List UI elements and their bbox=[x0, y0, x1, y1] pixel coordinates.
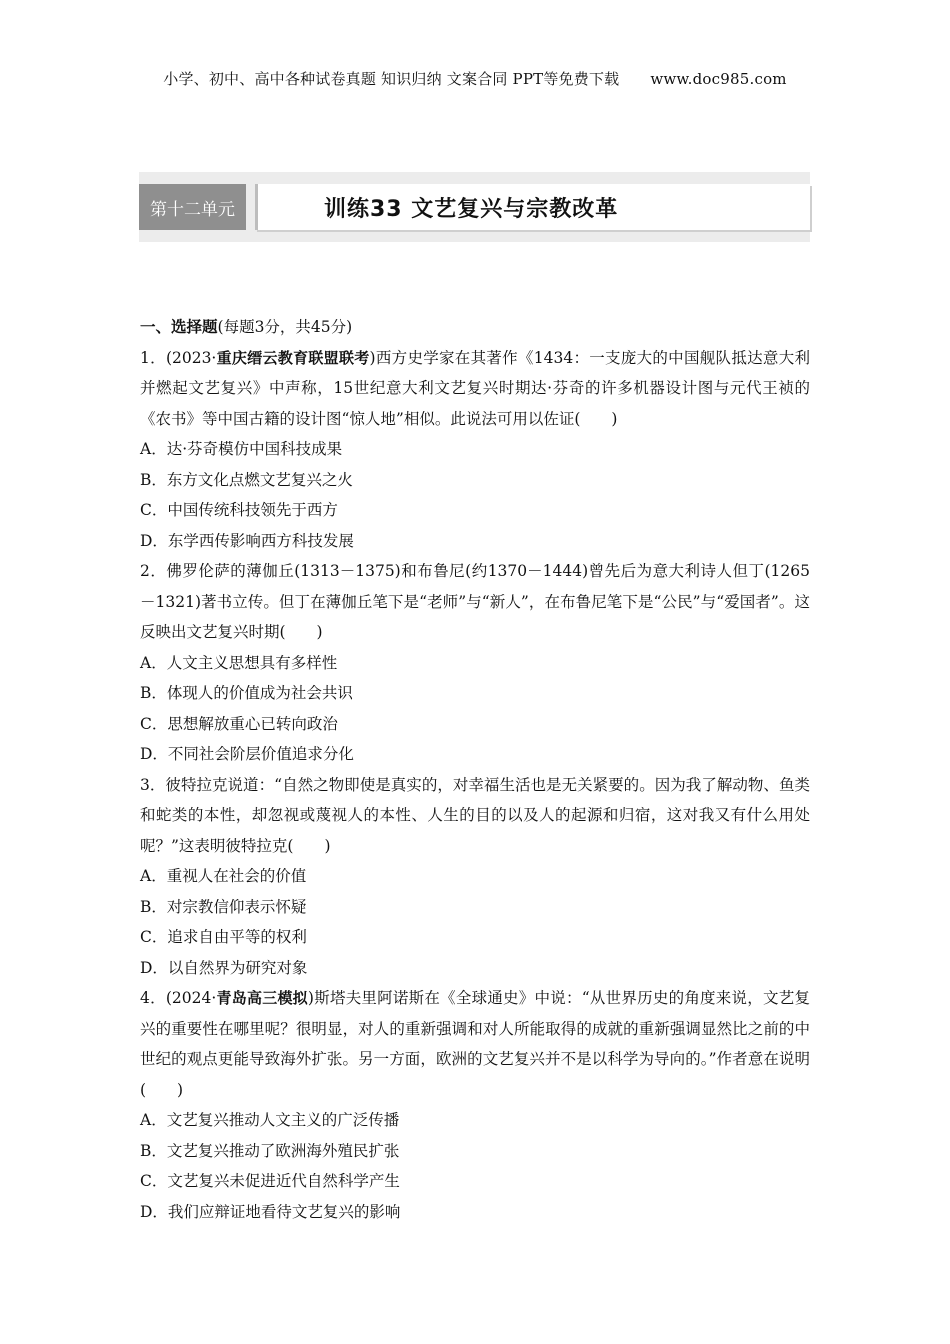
question-2 bbox=[140, 556, 810, 770]
option-c[interactable]: C．追求自由平等的权利 bbox=[140, 928, 307, 946]
option-d[interactable]: D．我们应辩证地看待文艺复兴的影响 bbox=[140, 1202, 401, 1221]
option-b[interactable]: B．体现人的价值成为社会共识 bbox=[140, 684, 353, 702]
option-b[interactable]: B．东方文化点燃文艺复兴之火 bbox=[140, 470, 353, 489]
option-a[interactable]: A．重视人在社会的价值 bbox=[140, 867, 307, 885]
question-source-close: ) bbox=[307, 989, 314, 1007]
header-url[interactable]: www.doc985.com bbox=[650, 70, 787, 88]
question-source-open: (2023· bbox=[165, 348, 217, 367]
page-header bbox=[0, 68, 950, 89]
page-title: 训练33 文艺复兴与宗教改革 bbox=[324, 196, 619, 222]
question-3 bbox=[140, 770, 810, 984]
question-number: 2． bbox=[140, 562, 167, 580]
question-1 bbox=[140, 343, 810, 557]
question-text: 斯塔夫里阿诺斯在《全球通史》中说：“从世界历史的角度来说，文艺复兴的重要性在哪里呢？很明显，对人的重新强调和对人所能取得的成就的重新强调显然比之前的中世纪的观点更能导致海外扩张。另一方面，欧洲的文艺复兴并不是以科学为导向的。”作者意在说明( ) bbox=[140, 989, 810, 1099]
question-source: 重庆缙云教育联盟联考 bbox=[216, 348, 370, 367]
question-stem bbox=[140, 343, 810, 435]
option-d[interactable]: D．以自然界为研究对象 bbox=[140, 958, 308, 977]
question-stem bbox=[140, 556, 810, 648]
unit-label-box bbox=[139, 184, 246, 230]
unit-banner bbox=[139, 172, 810, 242]
option-a[interactable]: A．文艺复兴推动人文主义的广泛传播 bbox=[140, 1111, 400, 1129]
option-c[interactable]: C．中国传统科技领先于西方 bbox=[140, 501, 338, 519]
unit-label: 第十二单元 bbox=[150, 199, 235, 220]
section-heading bbox=[140, 312, 810, 343]
question-text: 佛罗伦萨的薄伽丘(1313－1375)和布鲁尼(约1370－1444)曾先后为意大利诗人但丁(1265－1321)著书立传。但丁在薄伽丘笔下是“老师”与“新人”，在布鲁尼笔下是“公民”与“爱国者”。这反映出文艺复兴时期( ) bbox=[140, 562, 810, 641]
question-stem bbox=[140, 983, 810, 1105]
question-stem bbox=[140, 770, 810, 862]
question-text: 西方史学家在其著作《1434：一支庞大的中国舰队抵达意大利并燃起文艺复兴》中声称，15世纪意大利文艺复兴时期达·芬奇的许多机器设计图与元代王祯的《农书》等中国古籍的设计图“惊人地”相似。此说法可用以佐证( ) bbox=[140, 348, 810, 428]
question-source-close: ) bbox=[369, 348, 376, 367]
option-b[interactable]: B．对宗教信仰表示怀疑 bbox=[140, 897, 307, 916]
question-source: 青岛高三模拟 bbox=[216, 989, 308, 1007]
question-source-open: (2024· bbox=[165, 989, 217, 1007]
option-c[interactable]: C．文艺复兴未促进近代自然科学产生 bbox=[140, 1172, 400, 1190]
question-text: 彼特拉克说道：“自然之物即使是真实的，对幸福生活也是无关紧要的。因为我了解动物、鱼类和蛇类的本性，却忽视或蔑视人的本性、人生的目的以及人的起源和归宿，这对我又有什么用处呢？”这表明彼特拉克( ) bbox=[140, 775, 810, 855]
question-content bbox=[140, 312, 810, 1227]
option-a[interactable]: A．达·芬奇模仿中国科技成果 bbox=[140, 440, 343, 458]
option-a[interactable]: A．人文主义思想具有多样性 bbox=[140, 653, 338, 672]
question-number: 1． bbox=[140, 348, 166, 367]
option-d[interactable]: D．不同社会阶层价值追求分化 bbox=[140, 745, 354, 763]
option-c[interactable]: C．思想解放重心已转向政治 bbox=[140, 714, 338, 733]
title-box bbox=[255, 184, 810, 230]
section-title: 一、选择题 bbox=[140, 317, 218, 336]
question-number: 3． bbox=[140, 775, 166, 794]
section-note: (每题3分，共45分) bbox=[217, 318, 353, 336]
option-b[interactable]: B．文艺复兴推动了欧洲海外殖民扩张 bbox=[140, 1141, 400, 1160]
question-4 bbox=[140, 983, 810, 1227]
option-d[interactable]: D．东学西传影响西方科技发展 bbox=[140, 531, 354, 550]
header-text: 小学、初中、高中各种试卷真题 知识归纳 文案合同 PPT等免费下载 bbox=[163, 70, 620, 88]
question-number: 4． bbox=[140, 989, 166, 1007]
